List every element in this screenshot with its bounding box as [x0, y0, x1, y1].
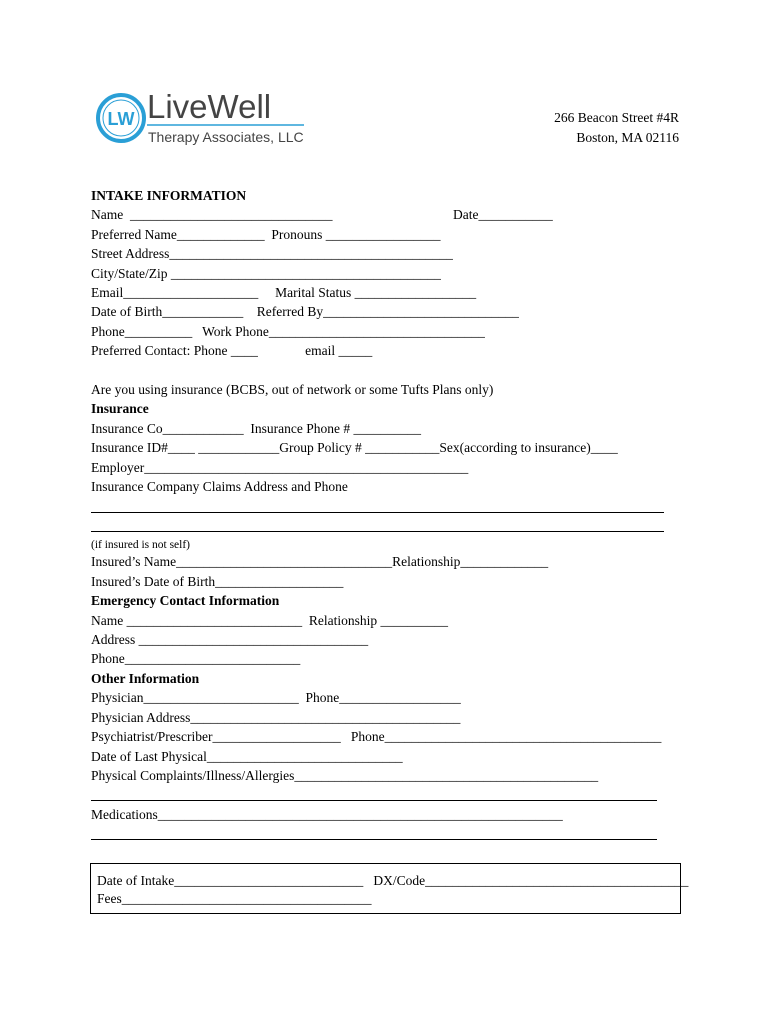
intake-date-field[interactable]: Date of Intake____________________________ DX/Code_______________________________________ [97, 873, 689, 888]
insurance-question: Are you using insurance (BCBS, out of network or some Tufts Plans only) [91, 382, 494, 397]
livewell-logo [93, 86, 308, 152]
form-title: INTAKE INFORMATION [91, 188, 247, 203]
psychiatrist-field[interactable]: Psychiatrist/Prescriber___________________ Phone_________________________________________ [91, 729, 662, 744]
date-field[interactable]: Date___________ [453, 207, 553, 222]
insured-dob-field[interactable]: Insured’s Date of Birth___________________ [91, 574, 344, 589]
insurance-co-field[interactable]: Insurance Co____________ Insurance Phone # __________ [91, 421, 421, 436]
email-field[interactable]: Email____________________ Marital Status __________________ [91, 285, 477, 300]
claims-address-label: Insurance Company Claims Address and Phone [91, 479, 348, 494]
claims-line-2[interactable] [91, 531, 664, 532]
complaints-field[interactable]: Physical Complaints/Illness/Allergies_____________________________________________ [91, 768, 599, 783]
logo-letters: LW [107, 109, 135, 129]
emergency-address-field[interactable]: Address __________________________________ [91, 632, 369, 647]
medications-line[interactable] [91, 839, 657, 840]
phone-field[interactable]: Phone__________ Work Phone________________________________ [91, 324, 485, 339]
emergency-phone-field[interactable]: Phone__________________________ [91, 651, 301, 666]
office-use-box [90, 863, 689, 914]
complaints-line[interactable] [91, 800, 657, 801]
insurance-id-field[interactable]: Insurance ID#____ ____________Group Policy # ___________Sex(according to insurance)____ [91, 440, 618, 455]
insured-name-field[interactable]: Insured’s Name________________________________Relationship_____________ [91, 554, 549, 569]
employer-field[interactable]: Employer________________________________________________ [91, 460, 469, 475]
last-physical-field[interactable]: Date of Last Physical_____________________________ [91, 749, 403, 764]
date-of-birth-field[interactable]: Date of Birth____________ Referred By_____________________________ [91, 304, 519, 319]
medications-field[interactable]: Medications____________________________________________________________ [91, 807, 563, 822]
address-line-2: Boston, MA 02116 [576, 130, 679, 145]
city-state-zip-field[interactable]: City/State/Zip ________________________________________ [91, 266, 441, 281]
logo-name: LiveWell [147, 88, 272, 125]
address-line-1: 266 Beacon Street #4R [554, 110, 679, 125]
preferred-name-field[interactable]: Preferred Name_____________ Pronouns _________________ [91, 227, 441, 242]
not-self-note: (if insured is not self) [91, 539, 191, 551]
street-address-field[interactable]: Street Address__________________________________________ [91, 246, 453, 261]
physician-address-field[interactable]: Physician Address________________________________________ [91, 710, 461, 725]
insurance-heading: Insurance [91, 401, 149, 416]
emergency-name-field[interactable]: Name __________________________ Relationship __________ [91, 613, 448, 628]
preferred-contact-field[interactable]: Preferred Contact: Phone ____ email _____ [91, 343, 373, 358]
name-field[interactable]: Name ______________________________ [91, 207, 333, 222]
logo-tagline: Therapy Associates, LLC [148, 129, 304, 145]
emergency-heading: Emergency Contact Information [91, 593, 280, 608]
fees-field[interactable]: Fees_____________________________________ [97, 891, 372, 906]
claims-line-1[interactable] [91, 512, 664, 513]
physician-field[interactable]: Physician_______________________ Phone__________________ [91, 690, 461, 705]
other-heading: Other Information [91, 671, 200, 686]
